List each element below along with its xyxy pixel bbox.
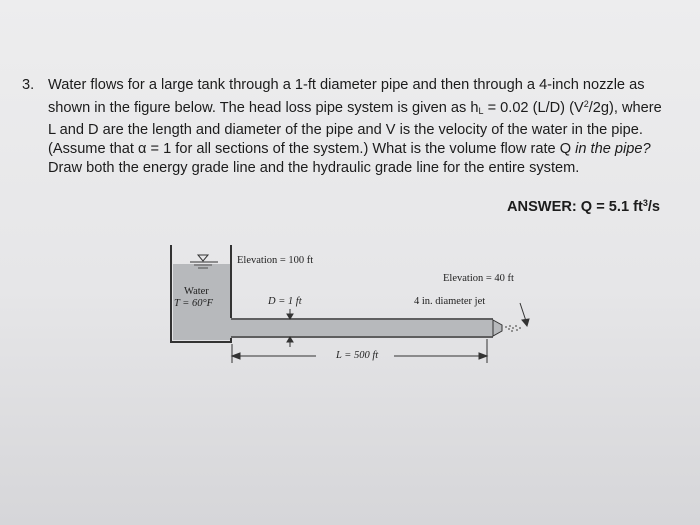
nozzle — [493, 320, 502, 336]
pipe-diameter-label: D = 1 ft — [268, 296, 302, 307]
answer: ANSWER: Q = 5.1 $ft^3/s$ — [507, 198, 661, 215]
problem-line-3: L and D are the length and diameter of the pipe and V is the velocity of the water in the pipe. — [48, 122, 643, 138]
temperature-label: T = 60°F — [174, 298, 214, 309]
jet-elevation-label: Elevation = 40 ft — [443, 273, 514, 284]
figure-drawing — [160, 243, 540, 383]
jet-spray — [505, 325, 521, 332]
pipe-system-figure — [160, 243, 540, 383]
water-label: Water — [184, 286, 209, 297]
problem-line-1: Water flows for a large tank through a 1-ft diameter pipe and then through a 4-inch nozzle as — [48, 77, 645, 93]
problem-line-2: shown in the figure below. The head loss pipe system is given as $h_L = 0.02$ (L/D) $(V^2/2g)$, where — [48, 99, 662, 116]
pipe-water — [231, 320, 493, 336]
jet-diameter-label: 4 in. diameter jet — [414, 296, 486, 307]
pipe-length-label: L = 500 ft — [336, 350, 379, 361]
problem-text — [48, 76, 694, 178]
tank-elevation-label: Elevation = 100 ft — [237, 255, 314, 266]
problem-number: 3. — [22, 77, 35, 93]
problem-line-4: (Assume that α = 1 for all sections of the system.) What is the volume flow rate Q in the pipe? — [48, 141, 651, 157]
problem-line-5: Draw both the energy grade line and the hydraulic grade line for the entire system. — [48, 160, 580, 176]
jet-elevation-arrow — [520, 303, 529, 326]
